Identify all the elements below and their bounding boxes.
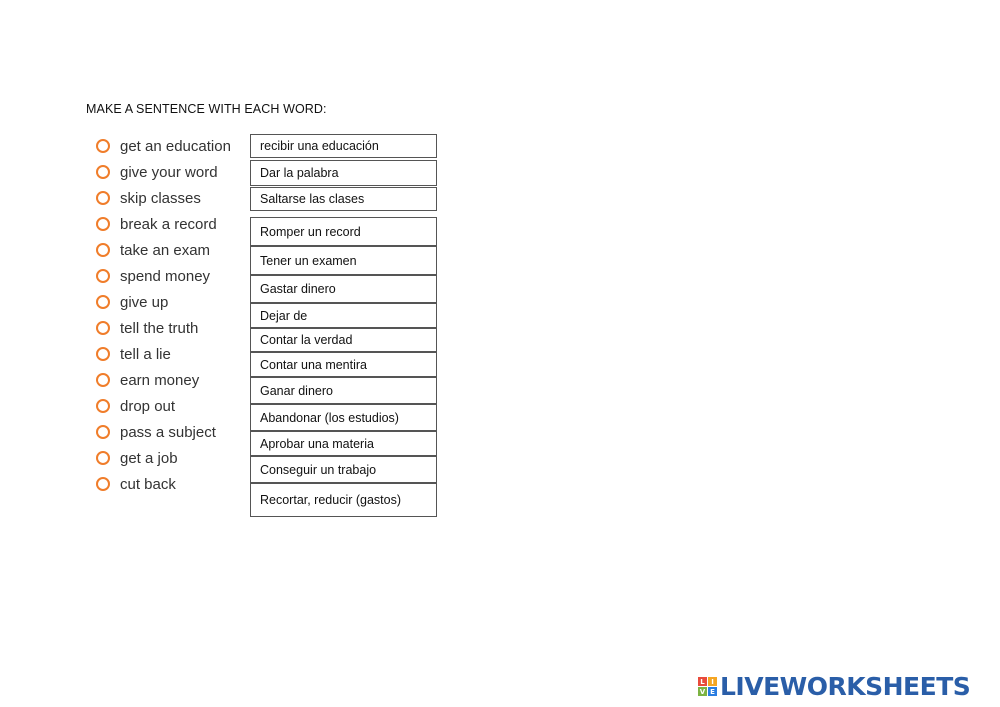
word-label: tell the truth <box>120 319 199 337</box>
translation-box[interactable]: Abandonar (los estudios) <box>250 404 437 431</box>
radio-circle-icon[interactable] <box>96 243 110 257</box>
word-item[interactable] <box>96 136 231 156</box>
translation-box[interactable]: Contar una mentira <box>250 352 437 377</box>
logo-letter: I <box>708 677 717 686</box>
word-item[interactable] <box>96 240 210 260</box>
logo-letter: E <box>708 687 717 696</box>
word-item[interactable] <box>96 266 210 286</box>
word-item[interactable] <box>96 370 199 390</box>
logo-letter: V <box>699 687 706 696</box>
radio-circle-icon[interactable] <box>96 347 110 361</box>
translation-box[interactable]: Gastar dinero <box>250 275 437 303</box>
logo-letter: L <box>698 677 707 686</box>
translation-box[interactable]: Ganar dinero <box>250 377 437 404</box>
radio-circle-icon[interactable] <box>96 399 110 413</box>
translation-box[interactable]: Romper un record <box>250 217 437 246</box>
radio-circle-icon[interactable] <box>96 191 110 205</box>
radio-circle-icon[interactable] <box>96 139 110 153</box>
word-label: give up <box>120 293 169 311</box>
translation-box[interactable]: Dejar de <box>250 303 437 328</box>
word-label: tell a lie <box>120 345 171 363</box>
word-item[interactable] <box>96 214 217 234</box>
radio-circle-icon[interactable] <box>96 477 110 491</box>
word-item[interactable] <box>96 396 175 416</box>
word-item[interactable] <box>96 292 168 312</box>
word-label: cut back <box>120 475 176 493</box>
word-label: skip classes <box>120 189 201 207</box>
radio-circle-icon[interactable] <box>96 451 110 465</box>
word-item[interactable] <box>96 474 176 494</box>
word-label: get an education <box>120 137 231 155</box>
word-item[interactable] <box>96 318 198 338</box>
translation-box[interactable]: Recortar, reducir (gastos) <box>250 483 437 517</box>
radio-circle-icon[interactable] <box>96 295 110 309</box>
radio-circle-icon[interactable] <box>96 217 110 231</box>
word-label: give your word <box>120 163 218 181</box>
translation-box[interactable]: Conseguir un trabajo <box>250 456 437 483</box>
worksheet-title: MAKE A SENTENCE WITH EACH WORD: <box>86 102 327 116</box>
word-item[interactable] <box>96 422 216 442</box>
translation-box[interactable]: Aprobar una materia <box>250 431 437 456</box>
liveworksheets-logo <box>698 672 970 701</box>
word-label: take an exam <box>120 241 211 259</box>
word-label: break a record <box>120 215 217 233</box>
radio-circle-icon[interactable] <box>96 165 110 179</box>
radio-circle-icon[interactable] <box>96 425 110 439</box>
radio-circle-icon[interactable] <box>96 321 110 335</box>
radio-circle-icon[interactable] <box>96 373 110 387</box>
word-label: pass a subject <box>120 423 216 441</box>
translation-box[interactable]: Tener un examen <box>250 246 437 275</box>
translation-box[interactable]: recibir una educación <box>250 134 437 158</box>
word-item[interactable] <box>96 344 171 364</box>
word-label: earn money <box>120 371 200 389</box>
logo-mark-icon <box>698 677 717 696</box>
word-label: drop out <box>120 397 176 415</box>
radio-circle-icon[interactable] <box>96 269 110 283</box>
word-item[interactable] <box>96 162 218 182</box>
word-item[interactable] <box>96 188 201 208</box>
word-item[interactable] <box>96 448 178 468</box>
word-label: get a job <box>120 449 178 467</box>
translation-box[interactable]: Saltarse las clases <box>250 187 437 211</box>
translation-box[interactable]: Contar la verdad <box>250 328 437 352</box>
translation-box[interactable]: Dar la palabra <box>250 160 437 186</box>
logo-text: LIVEWORKSHEETS <box>720 672 971 701</box>
word-label: spend money <box>120 267 211 285</box>
